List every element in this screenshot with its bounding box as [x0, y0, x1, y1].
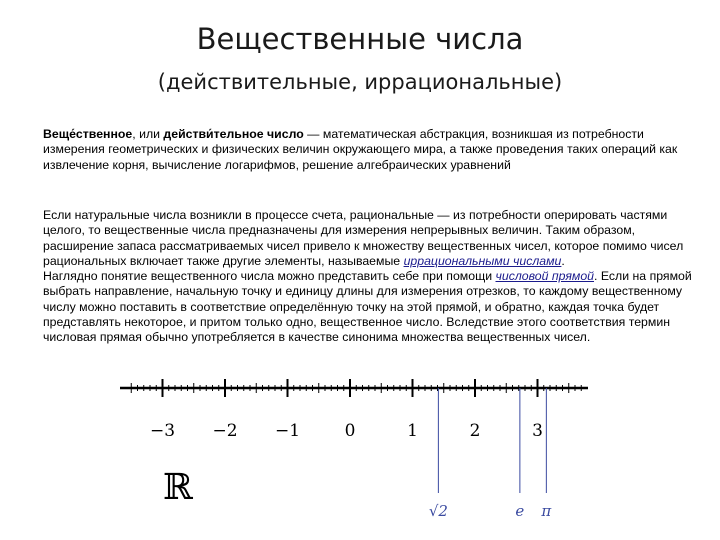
- paragraph-definition: [43, 127, 698, 173]
- marker-label: √2: [428, 502, 448, 520]
- tick-label: 0: [344, 421, 356, 441]
- number-line-figure: [0, 365, 720, 540]
- real-set-symbol: ℝ: [163, 467, 193, 508]
- number-line-marked-points: [429, 388, 553, 520]
- link-irrational-numbers[interactable]: иррациональными числами: [403, 253, 562, 268]
- term-deystvitelnoe: действи́тельное число: [163, 127, 304, 141]
- separator-text: , или: [132, 127, 164, 141]
- term-veshchestvennoe: Веще́ственное: [43, 127, 133, 141]
- tick-label: −2: [212, 421, 238, 441]
- explanation-text-4: . Если на прямой выбрать направление, начальную точку и единицу длины для измерения отрезков, то каждому вещественному числу можно поставить в соответствие определённую точку на этой прямой, и обратно, каждая точка будет представлять некоторое, и притом только одно, вещественное число. Вследствие этого соответствия термин числовая прямая обычно употребляется в качестве синонима множества вещественных чисел.: [43, 269, 692, 345]
- explanation-text-3: Наглядно понятие вещественного числа можно представить себе при помощи: [43, 269, 496, 284]
- marker-label: π: [541, 502, 552, 520]
- tick-label: −3: [149, 421, 176, 441]
- explanation-text-2: .: [561, 253, 565, 268]
- tick-label: −1: [274, 421, 301, 441]
- paragraph-explanation: [43, 208, 698, 346]
- tick-label: 2: [469, 421, 481, 441]
- link-number-line[interactable]: числовой прямой: [495, 269, 595, 284]
- slide-subtitle: (действительные, иррациональные): [157, 70, 563, 94]
- tick-label: 1: [407, 421, 418, 441]
- marker-label: e: [515, 502, 525, 520]
- tick-label: 3: [532, 421, 543, 441]
- slide-title: Вещественные числа: [196, 22, 524, 56]
- explanation-text-1: Если натуральные числа возникли в процессе счета, рациональные — из потребности оперировать частями целого, то вещественные числа предназначены для измерения непрерывных величин. Таким образом, расширение запаса рассматриваемых чисел привело к множеству вещественных чисел, которое помимо чисел рациональных включает также другие элементы, называемые: [43, 208, 684, 268]
- definition-text: — математическая абстракция, возникшая из потребности измерения геометрических и физических величин окружающего мира, а также проведения таких операций как извлечение корня, вычисление логарифмов, решение алгебраических уравнений: [43, 127, 678, 172]
